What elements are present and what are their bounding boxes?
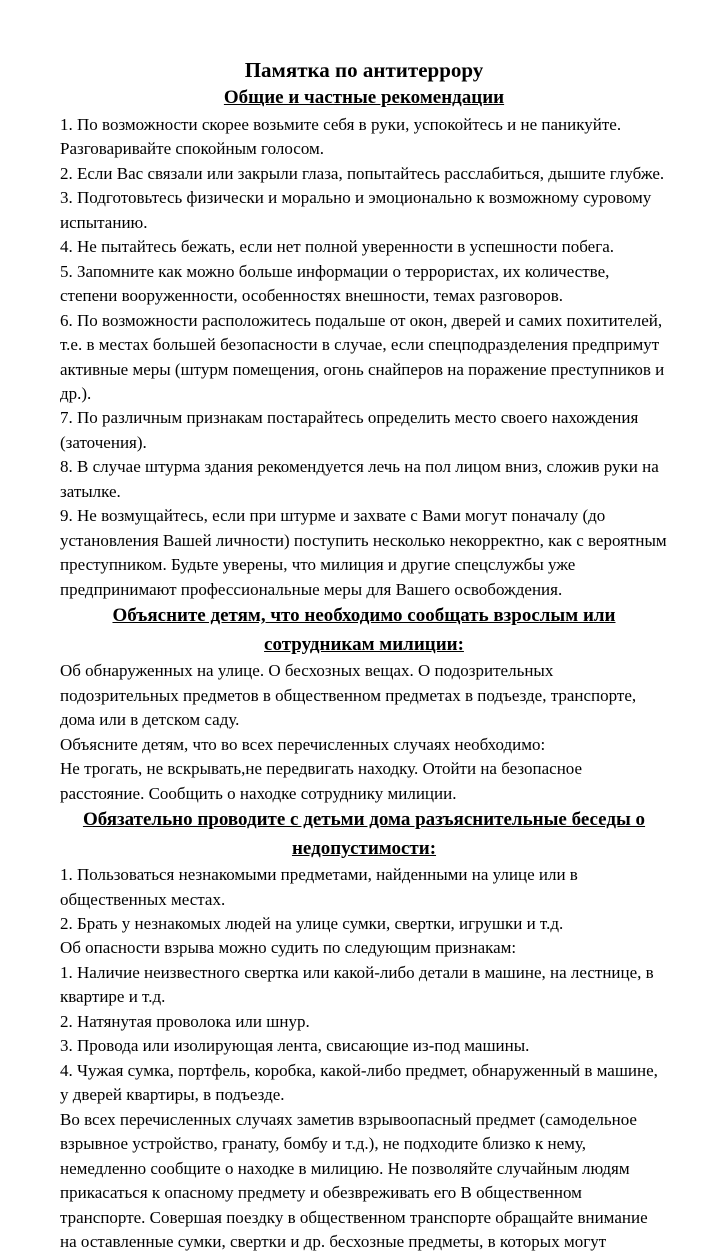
section-explain-to-children-heading: Объясните детям, что необходимо сообщать взрослым или сотрудникам милиции:	[112, 605, 616, 655]
final-instructions-paragraph: Во всех перечисленных случаях заметив взрывоопасный предмет (самодельное взрывное устройство, гранату, бомбу и т.д.), не подходите близко к нему, немедленно сообщите о находке в милицию. Не позволяйте случайным людям прикасаться к опасному предмету и обезвреживать его В общественном транспорте. Совершая поездку в общественном транспорте обращайте внимание на оставленные сумки, свертки и др. бесхозные предметы, в которых могут	[60, 1109, 648, 1252]
recommendation-item-3: 3. Подготовьтесь физически и морально и эмоционально к возможному суровому испытанию.	[60, 188, 652, 232]
explosion-signs-intro: Об опасности взрыва можно судить по следующим признакам:	[60, 938, 517, 958]
recommendation-item-1: 1. По возможности скорее возьмите себя в руки, успокойтесь и не паникуйте. Разговаривайте спокойным голосом.	[60, 114, 622, 159]
recommendation-item-7: 7. По различным признакам постарайтесь определить место своего нахождения (заточения).	[60, 408, 639, 452]
document-title: Памятка по антитеррору	[244, 58, 484, 82]
section-home-talks-heading: Обязательно проводите с детьми дома разъяснительные беседы о недопустимости:	[82, 809, 646, 859]
explosion-sign-3: 3. Провода или изолирующая лента, свисающие из-под машины.	[60, 1036, 530, 1056]
recommendation-item-4: 4. Не пытайтесь бежать, если нет полной уверенности в успешности побега.	[60, 237, 614, 257]
recommendation-item-9: 9. Не возмущайтесь, если при штурме и захвате с Вами могут поначалу (до установления Вашей личности) поступить несколько некорректно, как с вероятным преступником. Будьте уверены, что милиция и другие спецслужбы уже предпринимают профессиональные меры для Вашего освобождения.	[60, 506, 667, 599]
recommendation-item-5: 5. Запомните как можно больше информации о террористах, их количестве, степени вооруженности, особенностях внешности, темах разговоров.	[60, 261, 610, 306]
inadmissibility-item-1: 1. Пользоваться незнакомыми предметами, найденными на улице или в общественных местах.	[60, 865, 578, 909]
explosion-sign-1: 1. Наличие неизвестного свертка или какой-либо детали в машине, на лестнице, в квартире и т.д.	[60, 962, 654, 1007]
explain-item-3: Не трогать, не вскрывать,не передвигать находку. Отойти на безопасное расстояние. Сообщить о находке сотруднику милиции.	[60, 759, 583, 803]
explosion-sign-4: 4. Чужая сумка, портфель, коробка, какой-либо предмет, обнаруженный в машине, у дверей квартиры, в подъезде.	[60, 1060, 658, 1105]
explain-item-1: Об обнаруженных на улице. О бесхозных вещах. О подозрительных подозрительных предметов в общественном предметах в подъезде, транспорте, дома или в детском саду.	[60, 661, 637, 730]
recommendation-item-8: 8. В случае штурма здания рекомендуется лечь на пол лицом вниз, сложив руки на затылке.	[60, 457, 659, 501]
recommendation-item-2: 2. Если Вас связали или закрыли глаза, попытайтесь расслабиться, дышите глубже.	[60, 163, 665, 183]
explosion-sign-2: 2. Натянутая проволока или шнур.	[60, 1011, 310, 1031]
section-general-recommendations-heading: Общие и частные рекомендации	[223, 87, 505, 109]
explain-item-2: Объясните детям, что во всех перечисленных случаях необходимо:	[60, 734, 546, 754]
inadmissibility-item-2: 2. Брать у незнакомых людей на улице сумки, свертки, игрушки и т.д.	[60, 913, 564, 933]
recommendation-item-6: 6. По возможности расположитесь подальше от окон, дверей и самих похитителей, т.е. в местах большей безопасности в случае, если спецподразделения предпримут активные меры (штурм помещения, огонь снайперов на поражение преступников и др.).	[60, 310, 665, 403]
